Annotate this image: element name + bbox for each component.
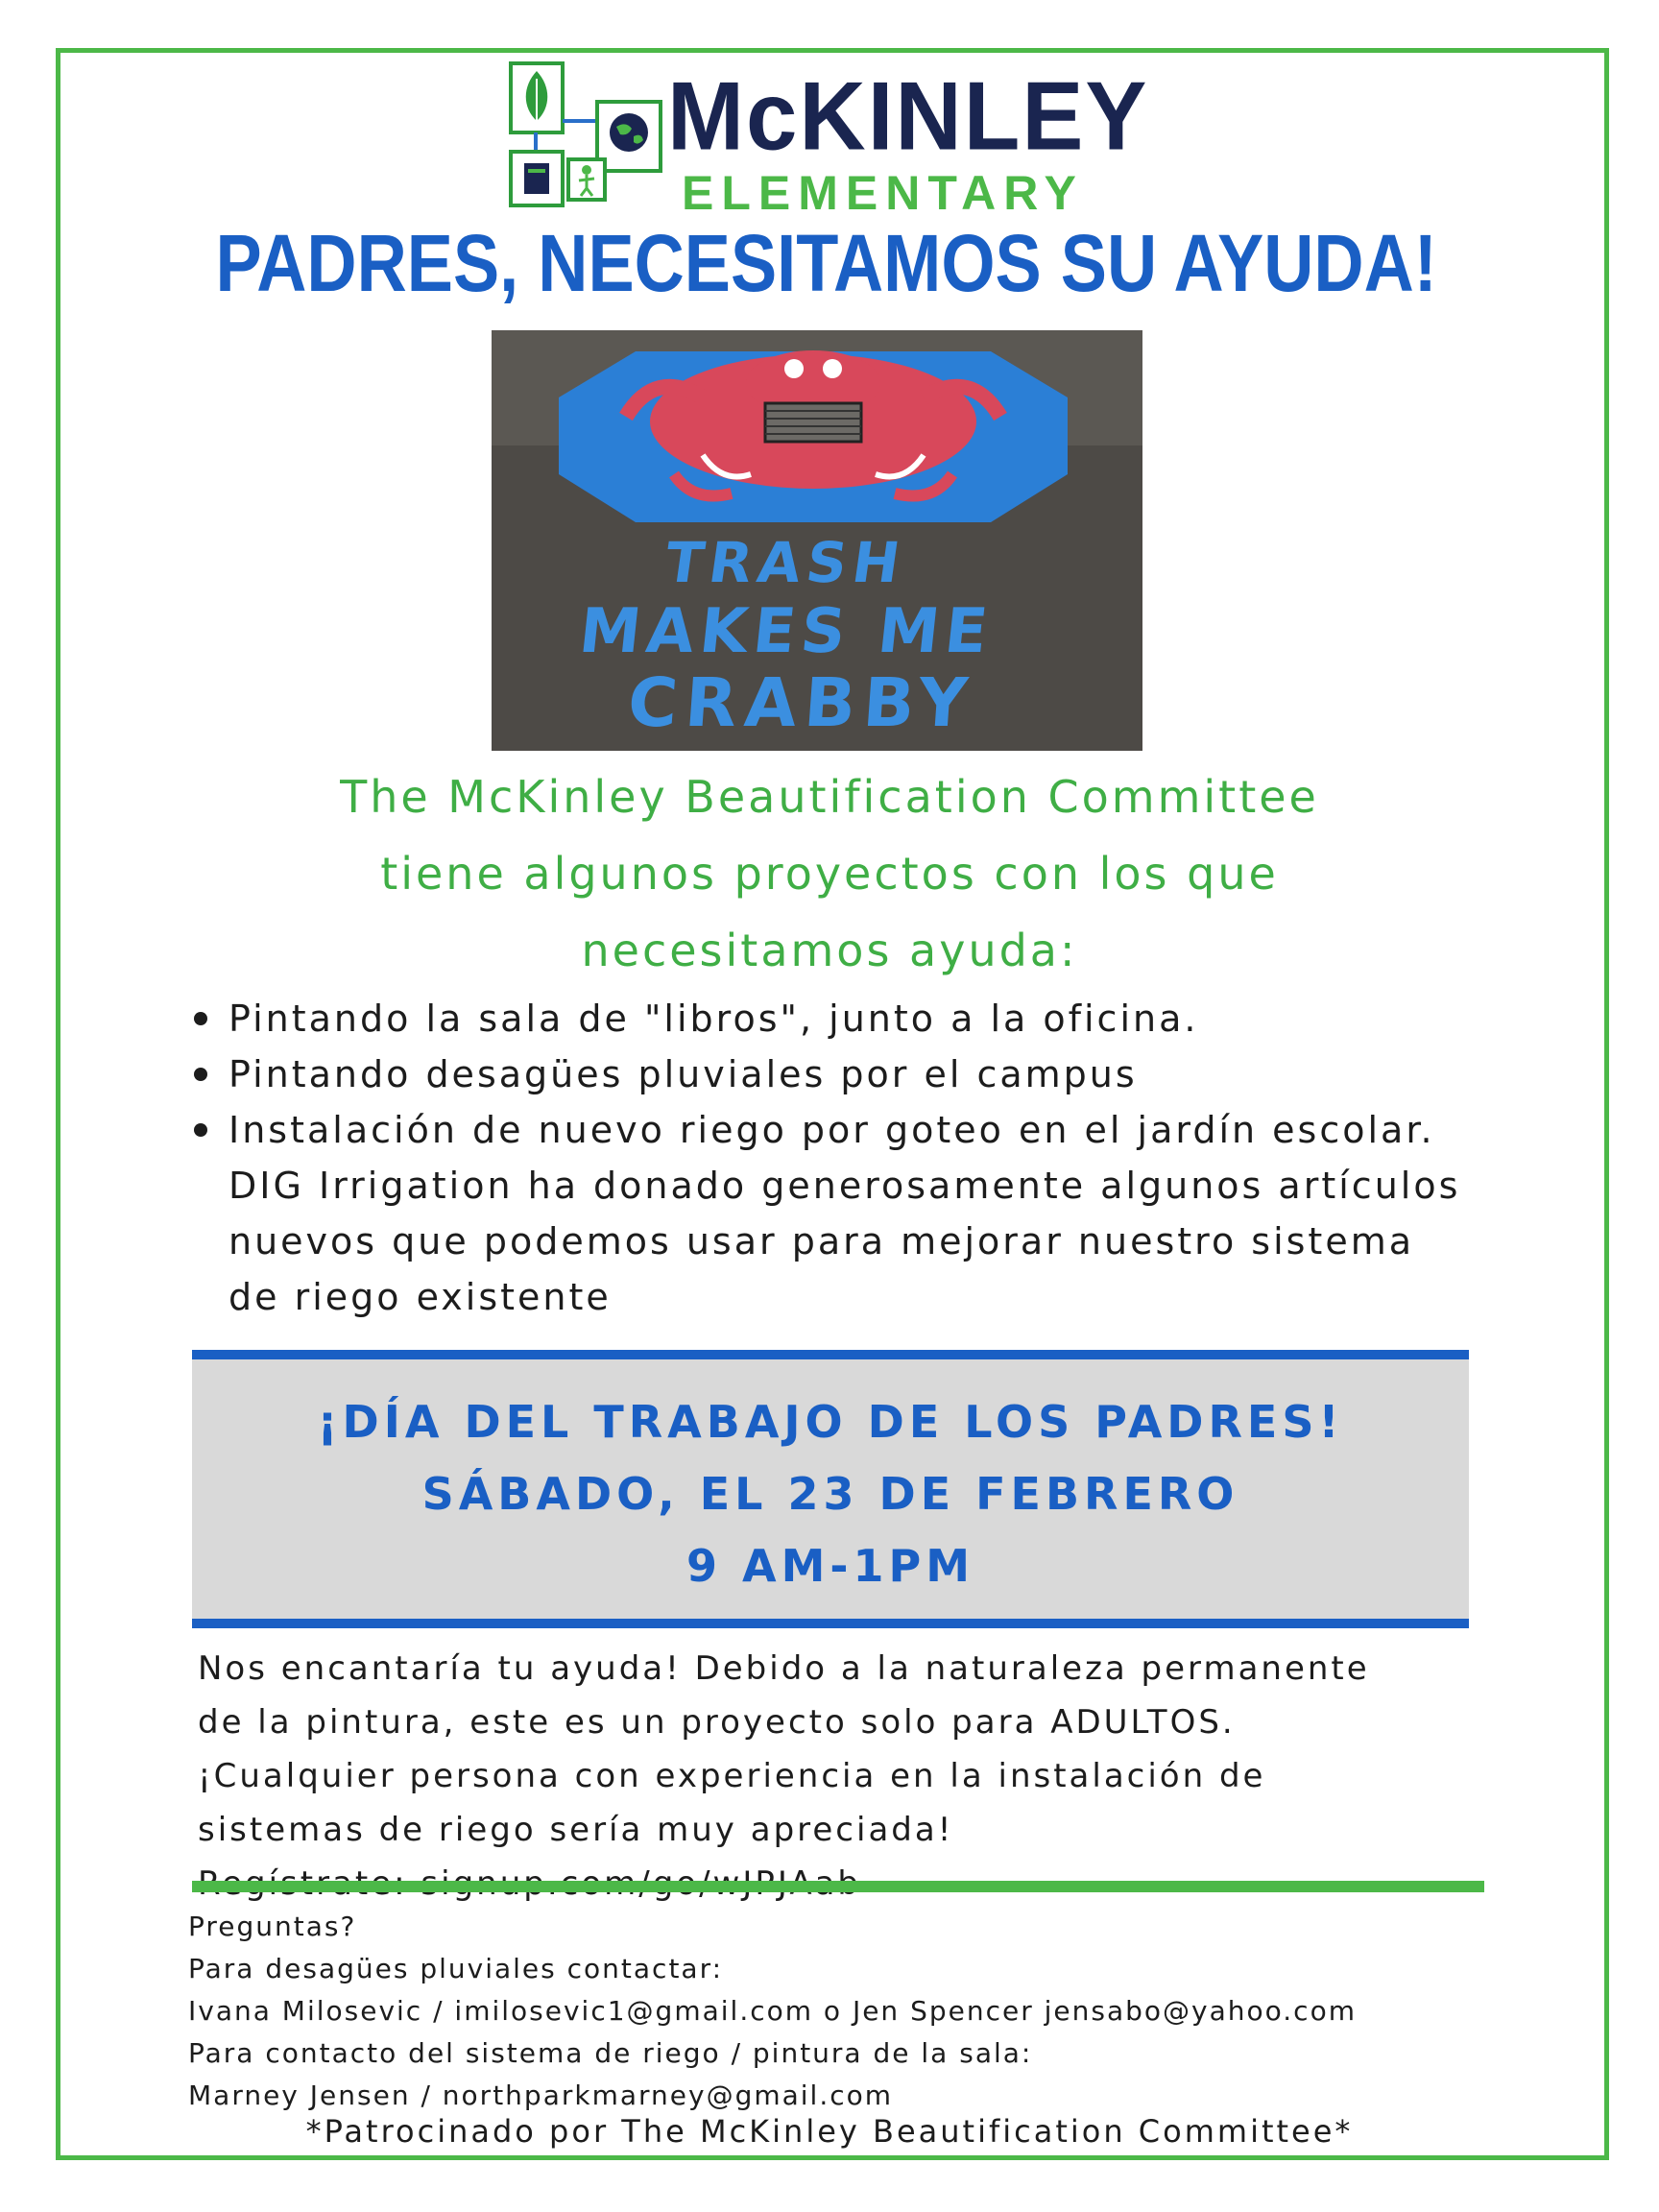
school-logo <box>509 61 1149 220</box>
contact-line: Para desagües pluviales contactar: <box>188 1953 724 1984</box>
list-item: Pintando desagües pluviales por el campus <box>188 1046 1475 1102</box>
event-title: ¡DÍA DEL TRABAJO DE LOS PADRES! <box>317 1396 1344 1448</box>
contact-line: Para contacto del sistema de riego / pintura de la sala: <box>188 2037 1033 2069</box>
logo-name: McKINLEY <box>667 62 1149 171</box>
project-list <box>188 991 1475 1325</box>
leaf-icon <box>509 61 565 134</box>
list-item: Pintando la sala de "libros", junto a la oficina. <box>188 991 1475 1046</box>
event-time: 9 AM-1PM <box>686 1540 974 1592</box>
event-banner <box>192 1350 1469 1628</box>
intro-line: tiene algunos proyectos con los que <box>380 848 1279 900</box>
storm-drain-photo <box>492 330 1142 751</box>
intro-line: necesitamos ayuda: <box>581 925 1078 976</box>
divider <box>192 1881 1484 1892</box>
event-date: SÁBADO, EL 23 DE FEBRERO <box>421 1468 1239 1520</box>
contact-info <box>188 1906 1532 2117</box>
intro-text <box>0 758 1659 989</box>
painted-text-2: MAKES ME <box>576 595 998 667</box>
person-icon <box>566 157 607 202</box>
details-text <box>198 1642 1484 1911</box>
contact-email[interactable]: Marney Jensen / northparkmarney@gmail.com <box>188 2080 894 2111</box>
notebook-icon <box>509 150 565 207</box>
intro-line: The McKinley Beautification Committee <box>340 771 1319 823</box>
details-line: sistemas de riego sería muy apreciada! <box>198 1811 954 1849</box>
page-title: PADRES, NECESITAMOS SU AYUDA! <box>215 218 1437 308</box>
details-line: Nos encantaría tu ayuda! Debido a la naturaleza permanente <box>198 1649 1370 1688</box>
contact-line: Preguntas? <box>188 1911 357 1942</box>
painted-text-3: CRABBY <box>625 663 978 742</box>
contact-emails[interactable]: Ivana Milosevic / imilosevic1@gmail.com o Jen Spencer jensabo@yahoo.com <box>188 1995 1357 2027</box>
details-line: ¡Cualquier persona con experiencia en la instalación de <box>198 1757 1266 1795</box>
painted-text-1: TRASH <box>661 530 910 595</box>
sponsor-footer: *Patrocinado por The McKinley Beautification Committee* <box>305 2113 1354 2150</box>
details-line: de la pintura, este es un proyecto solo para ADULTOS. <box>198 1703 1236 1742</box>
list-item: Instalación de nuevo riego por goteo en el jardín escolar. DIG Irrigation ha donado generosamente algunos artículos nuevos que podemos usar para mejorar nuestro sistema de riego existente <box>188 1102 1475 1325</box>
logo-subtitle: ELEMENTARY <box>682 166 1084 220</box>
